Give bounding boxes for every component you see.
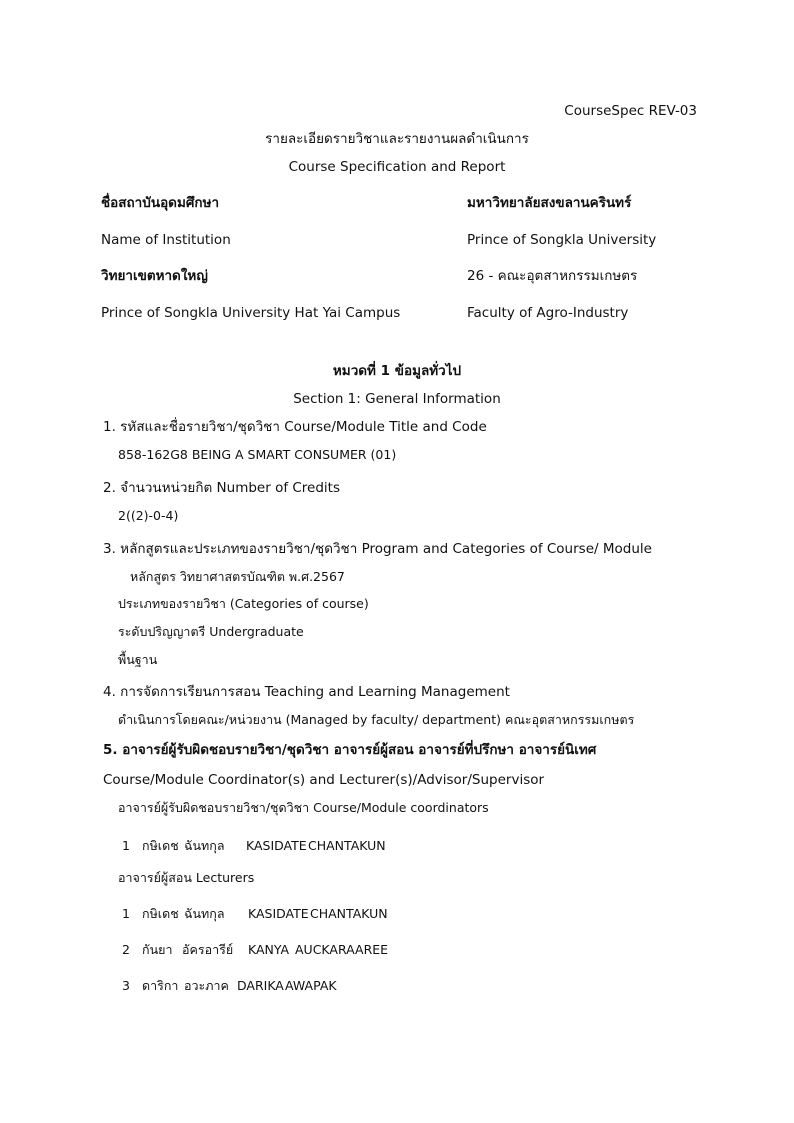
coordinator-row: [122, 837, 386, 855]
categories-label: ประเภทของรายวิชา (Categories of course): [118, 596, 369, 611]
first-name-en: KASIDATE: [246, 838, 307, 853]
last-name-th: อัครอารีย์: [182, 942, 234, 957]
row-number: 1: [122, 838, 130, 853]
last-name-th: ฉันทกุล: [184, 906, 225, 921]
level-value: ระดับปริญญาตรี Undergraduate: [118, 624, 304, 639]
row-number: 3: [122, 978, 130, 993]
revision-label: CourseSpec REV-03: [564, 103, 697, 119]
institution-label-th: ชื่อสถาบันอุดมศึกษา: [101, 195, 220, 211]
row-number: 1: [122, 906, 130, 921]
lecturer-row: [122, 905, 388, 923]
course-type-value: พื้นฐาน: [118, 652, 158, 667]
item5-heading-en: Course/Module Coordinator(s) and Lecturer(s)/Advisor/Supervisor: [103, 772, 545, 788]
item3-heading: 3. หลักสูตรและประเภทของรายวิชา/ชุดวิชา Program and Categories of Course/ Module: [103, 541, 652, 557]
first-name-th: กษิเดช: [142, 906, 179, 921]
last-name-en: AUCKARAAREE: [295, 942, 389, 957]
section-title-th: หมวดที่ 1 ข้อมูลทั่วไป: [332, 363, 462, 379]
institution-value-th: มหาวิทยาลัยสงขลานครินทร์: [467, 195, 632, 211]
managed-by-value: ดำเนินการโดยคณะ/หน่วยงาน (Managed by faculty/ department) คณะอุตสาหกรรมเกษตร: [118, 712, 635, 727]
campus-th: วิทยาเขตหาดใหญ่: [101, 268, 208, 284]
lecturers-label: อาจารย์ผู้สอน Lecturers: [118, 870, 255, 885]
first-name-en: KANYA: [248, 942, 290, 957]
first-name-th: กันยา: [142, 942, 173, 957]
last-name-en: CHANTAKUN: [308, 838, 386, 853]
last-name-en: CHANTAKUN: [310, 906, 388, 921]
last-name-en: AWAPAK: [285, 978, 337, 993]
item2-heading: 2. จำนวนหน่วยกิต Number of Credits: [103, 480, 341, 496]
item1-heading: 1. รหัสและชื่อรายวิชา/ชุดวิชา Course/Module Title and Code: [103, 419, 487, 435]
faculty-en: Faculty of Agro-Industry: [467, 305, 629, 321]
program-value: หลักสูตร วิทยาศาสตรบัณฑิต พ.ศ.2567: [130, 569, 345, 584]
first-name-en: DARIKA: [237, 978, 284, 993]
section-title-en: Section 1: General Information: [293, 391, 501, 407]
course-code-title: 858-162G8 BEING A SMART CONSUMER (01): [118, 447, 397, 462]
row-number: 2: [122, 942, 130, 957]
campus-en: Prince of Songkla University Hat Yai Campus: [101, 305, 401, 321]
institution-label-en: Name of Institution: [101, 232, 231, 248]
first-name-en: KASIDATE: [248, 906, 309, 921]
item4-heading: 4. การจัดการเรียนการสอน Teaching and Learning Management: [103, 684, 510, 700]
first-name-th: ดาริกา: [142, 978, 179, 993]
item5-heading-th: 5. อาจารย์ผู้รับผิดชอบรายวิชา/ชุดวิชา อาจารย์ผู้สอน อาจารย์ที่ปรึกษา อาจารย์นิเทศ: [103, 742, 597, 758]
credits-value: 2((2)-0-4): [118, 508, 179, 523]
last-name-th: ฉันทกุล: [184, 838, 225, 853]
title-english: Course Specification and Report: [288, 159, 506, 175]
coordinators-label: อาจารย์ผู้รับผิดชอบรายวิชา/ชุดวิชา Course/Module coordinators: [118, 800, 489, 815]
faculty-th: 26 - คณะอุตสาหกรรมเกษตร: [467, 268, 638, 284]
institution-value-en: Prince of Songkla University: [467, 232, 657, 248]
lecturer-row: [122, 941, 388, 959]
title-thai: รายละเอียดรายวิชาและรายงานผลดำเนินการ: [265, 131, 529, 147]
last-name-th: อวะภาค: [184, 978, 229, 993]
first-name-th: กษิเดช: [142, 838, 179, 853]
lecturer-row: [122, 977, 337, 995]
